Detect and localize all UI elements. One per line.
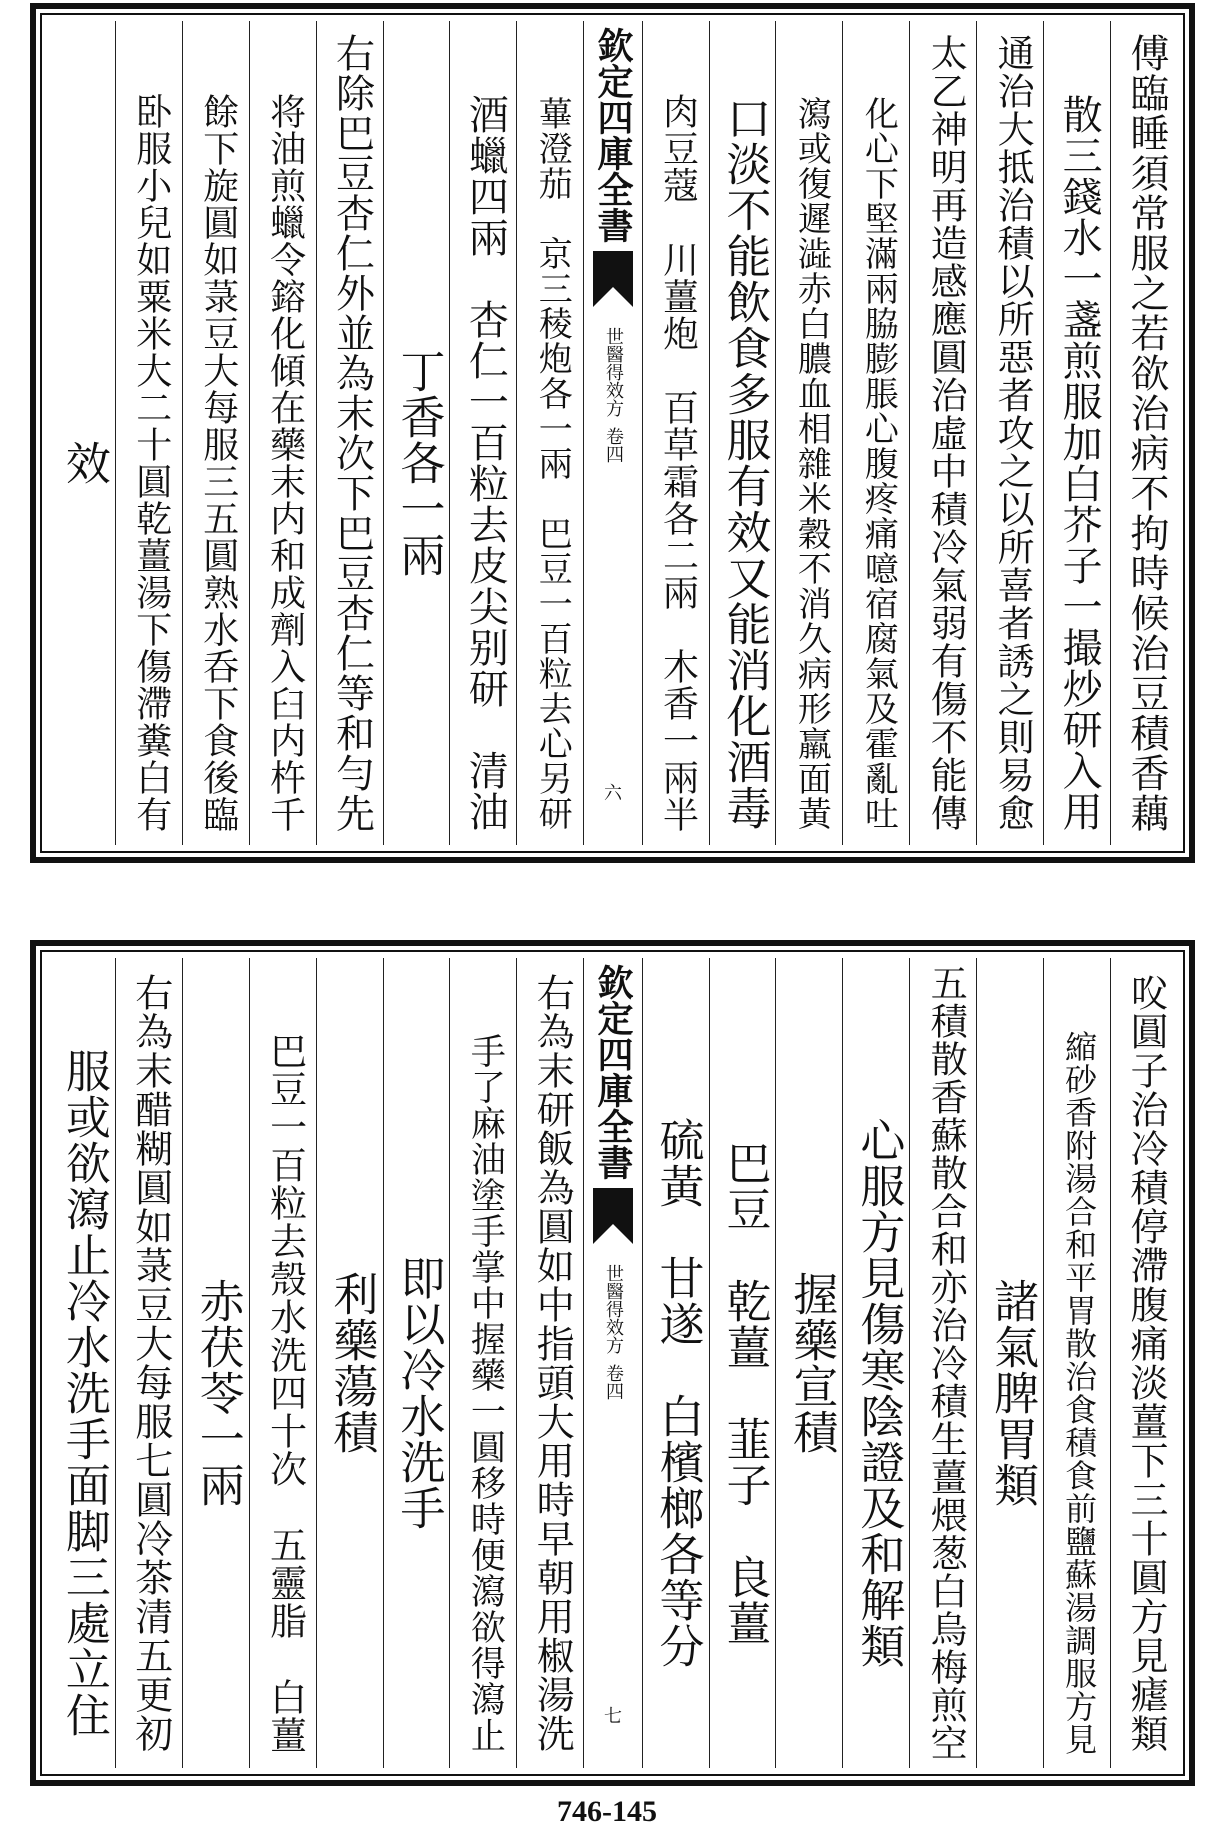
text-column xyxy=(976,21,1043,845)
text-column xyxy=(909,21,976,845)
column-text: 将油煎蠟令鎔化傾在藥末内和成劑入臼内杵千 xyxy=(264,93,306,833)
text-column xyxy=(316,958,383,1768)
column-text: 卧服小兒如粟米大二十圓乾薑湯下傷滯糞白有 xyxy=(130,93,172,833)
column-text: 散三錢水一盞煎服加白芥子一撮炒研入用 xyxy=(1056,94,1103,832)
column-text: 服或欲瀉止冷水洗手面脚三處立住 xyxy=(57,1048,111,1738)
fishtail-ornament-icon xyxy=(591,247,635,317)
text-column xyxy=(642,958,709,1768)
column-text: 巴豆一百粒去殼水洗四十次 五靈脂 白薑 xyxy=(263,1032,307,1754)
column-text: 口淡不能飲食多服有效又能消化酒毒 xyxy=(718,95,772,831)
text-column xyxy=(1043,21,1110,845)
column-text: 赤茯苓一兩 xyxy=(191,1278,245,1508)
column-text: 諸氣脾胃類 xyxy=(986,1278,1040,1508)
text-column xyxy=(516,958,583,1768)
text-column xyxy=(709,21,776,845)
text-column xyxy=(249,21,316,845)
text-column xyxy=(842,958,909,1768)
column-text: 蓽澄茄 京三稜炮各一兩 巴豆一百粒去心另研 xyxy=(532,95,573,831)
text-column xyxy=(709,958,776,1768)
center-page-number: 七 xyxy=(603,1706,622,1727)
column-text: 右除巴豆杏仁外並為末次下巴豆杏仁等和勻先 xyxy=(329,33,375,833)
columns-bottom xyxy=(48,958,1177,1768)
text-column xyxy=(115,21,182,845)
column-text: 酒蠟四兩 杏仁一百粒去皮尖别研 清油 xyxy=(462,94,509,832)
column-text: 右為末醋糊圓如菉豆大每服七圓冷茶清五更初 xyxy=(128,973,173,1753)
column-text: 巴豆 乾薑 韮子 良薑 xyxy=(718,1140,772,1646)
fishtail-ornament-icon xyxy=(591,1184,635,1254)
text-column xyxy=(182,21,249,845)
text-column xyxy=(1043,958,1110,1768)
page-bottom xyxy=(30,940,1195,1786)
text-column xyxy=(775,21,842,845)
column-text: 手了麻油塗手掌中握藥一圓移時便瀉欲得瀉止 xyxy=(465,1033,506,1753)
column-text: 傅臨睡須常服之若欲治病不拘時候治豆積香藕 xyxy=(1124,33,1169,833)
text-column xyxy=(976,958,1043,1768)
text-column xyxy=(48,958,115,1768)
center-book-title: 世醫得效方 xyxy=(602,1264,624,1354)
column-text: 通治大抵治積以所惡者攻之以所喜者誘之則易愈 xyxy=(991,34,1035,832)
center-volume: 卷四 xyxy=(602,1364,624,1400)
center-volume: 卷四 xyxy=(602,427,624,463)
column-text: 五積散香蘇散合和亦治冷積生薑煨葱白烏梅煎空 xyxy=(924,964,968,1762)
column-text: 化心下堅滿兩脇膨脹心腹疼痛噫宿腐氣及霍亂吐 xyxy=(858,95,899,831)
page-footer-number: 746-145 xyxy=(557,1795,657,1828)
text-column xyxy=(842,21,909,845)
column-text: 縮砂香附湯合和平胃散治食積食前鹽蘇湯調服方見 xyxy=(1060,1030,1099,1756)
text-column xyxy=(775,958,842,1768)
column-text: 瀉或復遲澁赤白膿血相雜米穀不消久病形羸面黃 xyxy=(791,95,832,831)
column-text: 心服方見傷寒陰證及和解類 xyxy=(852,1117,906,1669)
center-book-title: 世醫得效方 xyxy=(602,327,624,417)
text-column xyxy=(182,958,249,1768)
text-column xyxy=(642,21,709,845)
column-text: 太乙神明再造感應圓治虛中積冷氣弱有傷不能傳 xyxy=(924,34,968,832)
center-page-number: 六 xyxy=(603,783,622,804)
column-text: 右為末研飯為圓如中指頭大用時早朝用椒湯洗 xyxy=(530,973,575,1753)
text-column xyxy=(516,21,583,845)
column-text: 硫黃 甘遂 白檳榔各等分 xyxy=(651,1117,705,1669)
text-column xyxy=(115,958,182,1768)
center-title: 欽定四庫全書 xyxy=(591,964,634,1180)
text-column xyxy=(383,21,450,845)
text-column xyxy=(249,958,316,1768)
column-text: 利藥蕩積 xyxy=(325,1271,379,1455)
text-column xyxy=(449,958,516,1768)
columns-top xyxy=(48,21,1177,845)
text-column xyxy=(449,21,516,845)
text-column xyxy=(909,958,976,1768)
page-top xyxy=(30,3,1195,863)
center-title: 欽定四庫全書 xyxy=(591,27,634,243)
column-text: 㕮圓子治冷積停滯腹痛淡薑下三十圓方見瘧類 xyxy=(1124,973,1168,1753)
column-text: 效 xyxy=(57,440,111,486)
center-margin-column xyxy=(583,21,641,845)
column-text: 握藥宣積 xyxy=(785,1271,839,1455)
text-column xyxy=(383,958,450,1768)
column-text: 丁香各一兩 xyxy=(392,348,446,578)
column-text: 肉豆蔻 川薑炮 百草霜各二兩 木香一兩半 xyxy=(657,93,699,833)
text-column xyxy=(316,21,383,845)
column-text: 即以冷水洗手 xyxy=(392,1255,446,1531)
text-column xyxy=(1110,958,1177,1768)
text-column xyxy=(48,21,115,845)
center-margin-column xyxy=(583,958,641,1768)
column-text: 餘下旋圓如菉豆大每服三五圓熟水呑下食後臨 xyxy=(197,93,239,833)
text-column xyxy=(1110,21,1177,845)
